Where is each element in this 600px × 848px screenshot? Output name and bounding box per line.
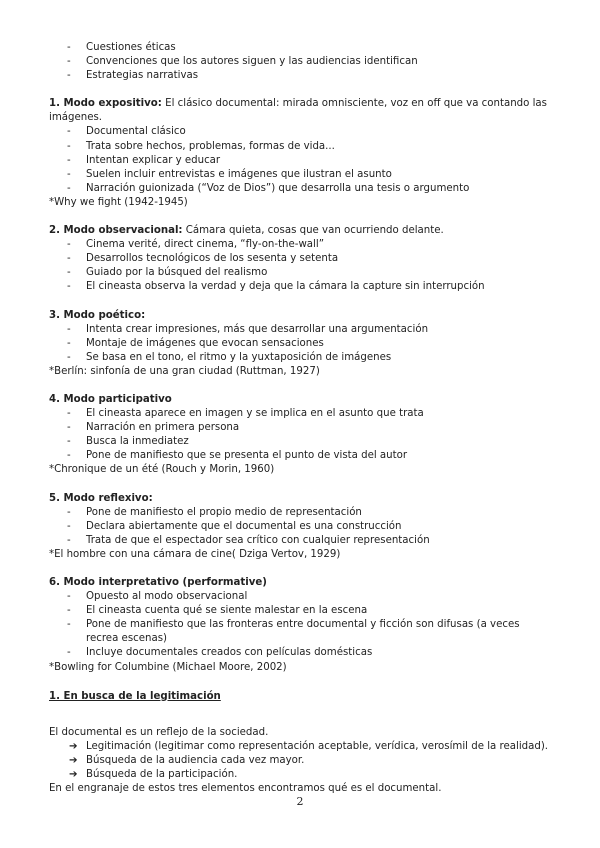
list-item: - Intenta crear impresiones, más que desarrollar una argumentación [49,323,554,337]
film-example-note: *Bowling for Columbine (Michael Moore, 2002) [49,661,287,673]
section-list [49,506,554,548]
list-item: - Convenciones que los autores siguen y las audiencias identifican [49,55,554,69]
list-item: - El cineasta observa la verdad y deja que la cámara la capture sin interrupción [49,280,554,294]
section-heading [49,97,554,125]
list-item: - El cineasta cuenta qué se siente malestar en la escena [49,604,554,618]
section-title: 6. Modo interpretativo (performative) [49,577,267,588]
film-example-note: *Berlín: sinfonía de una gran ciudad (Ruttman, 1927) [49,365,320,377]
section-list [49,125,554,195]
section-title: 5. Modo reflexivo: [49,492,153,504]
list-item-text: Legitimación (legitimar como representación aceptable, verídica, verosímil de la realidad). [86,741,549,753]
section-list [49,590,554,660]
list-item [49,740,554,754]
film-example-note: *El hombre con una cámara de cine( Dziga Vertov, 1929) [49,548,341,560]
section-description: El clásico documental: mirada omnisciente, voz en off que va contando las imágenes. [49,98,547,124]
list-item: - Narración guionizada (“Voz de Dios”) que desarrolla una tesis o argumento [49,182,554,196]
section-title: 4. Modo participativo [49,393,172,405]
list-item: - Documental clásico [49,125,554,139]
list-item: - Cuestiones éticas [49,41,554,55]
film-example-note: *Chronique de un été (Rouch y Morin, 1960) [49,464,275,476]
list-item: - Guiado por la búsqued del realismo [49,266,554,280]
paragraph: El documental es un reflejo de la sociedad. [49,726,269,738]
section-heading [49,393,554,407]
document-page [49,41,554,796]
section-title: 1. Modo expositivo: [49,98,162,110]
list-item: - Opuesto al modo observacional [49,590,554,604]
list-item: - Narración en primera persona [49,421,554,435]
list-item: - Intentan explicar y educar [49,154,554,168]
list-item: - Trata sobre hechos, problemas, formas de vida... [49,140,554,154]
mode-interpretativo [49,576,554,675]
section-heading [49,309,554,323]
intro-list [49,41,554,83]
list-item: - Incluye documentales creados con películas domésticas [49,646,554,660]
section-heading [49,492,554,506]
list-item: - Se basa en el tono, el ritmo y la yuxtaposición de imágenes [49,351,554,365]
list-item: - Declara abiertamente que el documental es una construcción [49,520,554,534]
list-item: - Pone de manifiesto que las fronteras entre documental y ficción son difusas (a veces recrea escenas) [49,618,554,646]
list-item: - El cineasta aparece en imagen y se implica en el asunto que trata [49,407,554,421]
list-item-text: Búsqueda de la participación. [86,769,238,781]
section-heading [49,576,554,590]
paragraph: En el engranaje de estos tres elementos encontramos qué es el documental. [49,783,442,795]
film-example-note: *Why we fight (1942-1945) [49,196,188,208]
section-title: 2. Modo observacional: [49,225,183,237]
list-item: - Estrategias narrativas [49,69,554,83]
legitimation-section [49,690,554,797]
list-item: - Trata de que el espectador sea crítico con cualquier representación [49,534,554,548]
list-item: - Desarrollos tecnológicos de los sesenta y setenta [49,252,554,266]
mode-expositivo [49,97,554,210]
section-list [49,407,554,463]
section-title: 1. En busca de la legitimación [49,690,221,702]
arrow-list [49,740,554,782]
mode-participativo [49,393,554,478]
list-item [49,768,554,782]
section-description: Cámara quieta, cosas que van ocurriendo delante. [182,225,444,237]
list-item: - Pone de manifiesto que se presenta el punto de vista del autor [49,449,554,463]
list-item: - Pone de manifiesto el propio medio de representación [49,506,554,520]
arrow-icon: ➔ [69,769,78,781]
section-heading [49,224,554,238]
mode-observacional [49,224,554,294]
arrow-icon: ➔ [69,741,78,753]
section-title: 3. Modo poético: [49,309,146,321]
list-item: - Busca la inmediatez [49,435,554,449]
list-item: - Suelen incluir entrevistas e imágenes que ilustran el asunto [49,168,554,182]
mode-poetico [49,309,554,379]
list-item: - Montaje de imágenes que evocan sensaciones [49,337,554,351]
section-list [49,238,554,294]
page-number: 2 [296,795,304,808]
section-list [49,323,554,365]
mode-reflexivo [49,492,554,562]
arrow-icon: ➔ [69,755,78,767]
list-item: - Cinema verité, direct cinema, “fly-on-the-wall” [49,238,554,252]
list-item-text: Búsqueda de la audiencia cada vez mayor. [86,755,305,767]
list-item [49,754,554,768]
